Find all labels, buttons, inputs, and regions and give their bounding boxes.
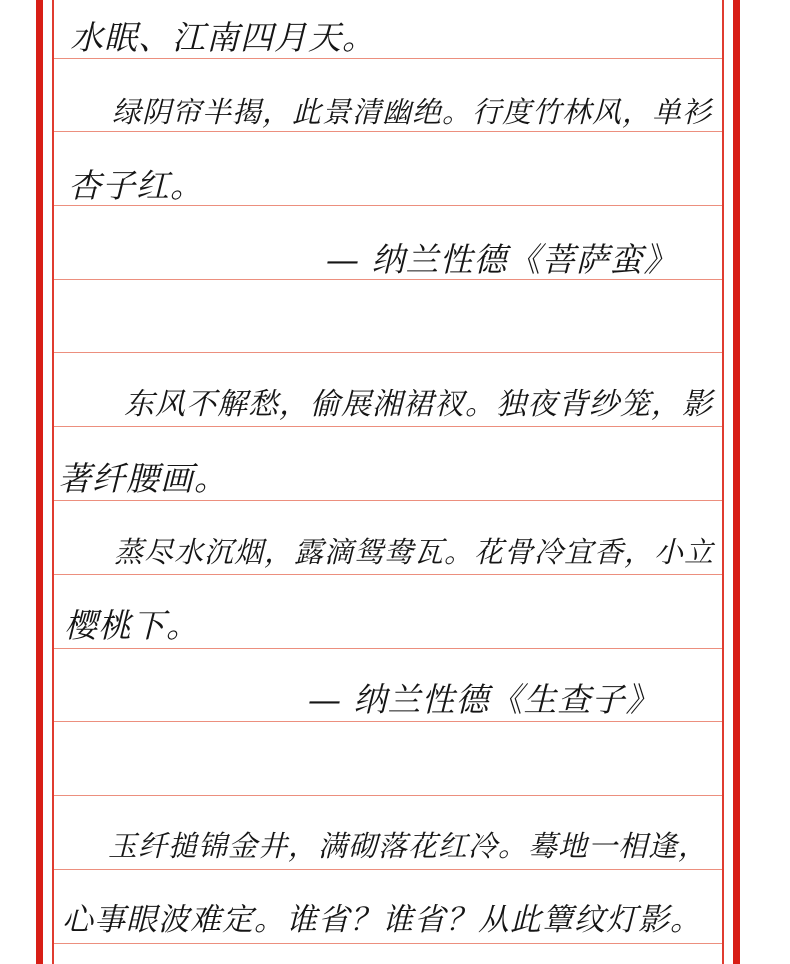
ruled-line <box>54 58 722 59</box>
poem-line: 玉纤搥锦金井，满砌落花红冷。蓦地一相逢， <box>108 829 709 863</box>
ruled-line <box>54 352 722 353</box>
poem-line: 著纤腰画。 <box>58 459 228 498</box>
poem-line: 杏子红。 <box>68 166 204 205</box>
poem-line: 心事眼波难定。谁省？谁省？从此簟纹灯影。 <box>62 902 702 938</box>
ruled-line <box>54 426 722 427</box>
poem-attribution: — 纳兰性德《菩萨蛮》 <box>326 240 678 279</box>
poem-line: 东风不解愁，偷展湘裙衩。独夜背纱笼，影 <box>124 387 713 422</box>
ruled-line <box>54 574 722 575</box>
ruled-line <box>54 500 722 501</box>
poem-line: 水眠、江南四月天。 <box>70 18 376 57</box>
poem-line: 蒸尽水沉烟，露滴鸳鸯瓦。花骨冷宜香，小立 <box>114 535 715 569</box>
ruled-line <box>54 721 722 722</box>
poem-line: 绿阴帘半揭，此景清幽绝。行度竹林风，单衫 <box>112 95 713 129</box>
ruled-line <box>54 869 722 870</box>
poem-line: 樱桃下。 <box>64 606 200 645</box>
poem-attribution: — 纳兰性德《生查子》 <box>308 680 660 719</box>
ruled-line <box>54 943 722 944</box>
ruled-line <box>54 795 722 796</box>
ruled-line <box>54 648 722 649</box>
